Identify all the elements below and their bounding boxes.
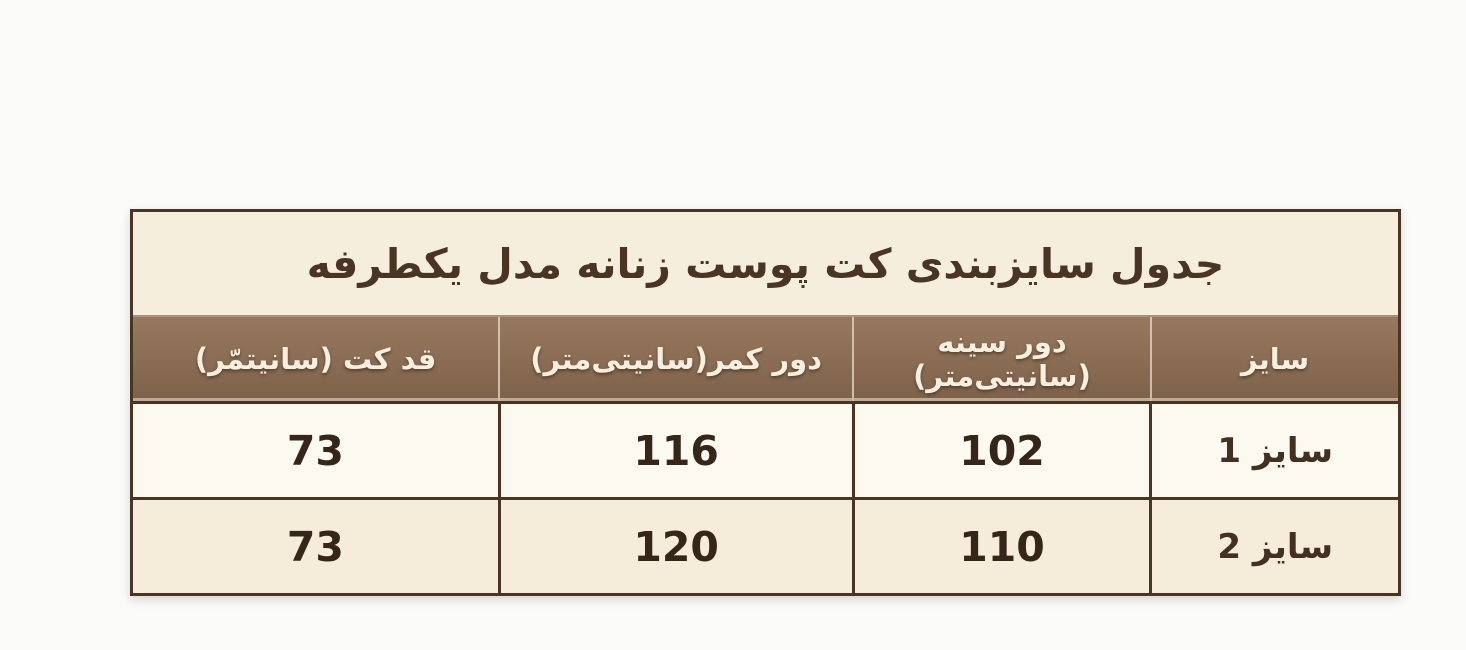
table-title: جدول سایزبندی کت پوست زنانه مدل یکطرفه <box>132 211 1400 317</box>
header-cell-waist: دور کمر(سانیتی‌متر) <box>499 316 853 403</box>
cell-size-1-label: سایز 1 <box>1151 403 1400 499</box>
cell-size-2-chest: 110 <box>853 499 1151 595</box>
table-row <box>132 499 1400 595</box>
size-chart <box>130 209 1401 596</box>
header-cell-size: سایز <box>1151 316 1400 403</box>
cell-size-2-waist: 120 <box>499 499 853 595</box>
table-header-row <box>132 316 1400 403</box>
table-title-row <box>132 211 1400 317</box>
cell-size-1-chest: 102 <box>853 403 1151 499</box>
cell-size-1-waist: 116 <box>499 403 853 499</box>
table-row <box>132 403 1400 499</box>
cell-size-1-length: 73 <box>132 403 500 499</box>
size-chart-table <box>130 209 1401 596</box>
header-cell-chest: دور سینه (سانیتی‌متر) <box>853 316 1151 403</box>
cell-size-2-label: سایز 2 <box>1151 499 1400 595</box>
cell-size-2-length: 73 <box>132 499 500 595</box>
header-cell-length: قد کت (سانیتمّر) <box>132 316 500 403</box>
